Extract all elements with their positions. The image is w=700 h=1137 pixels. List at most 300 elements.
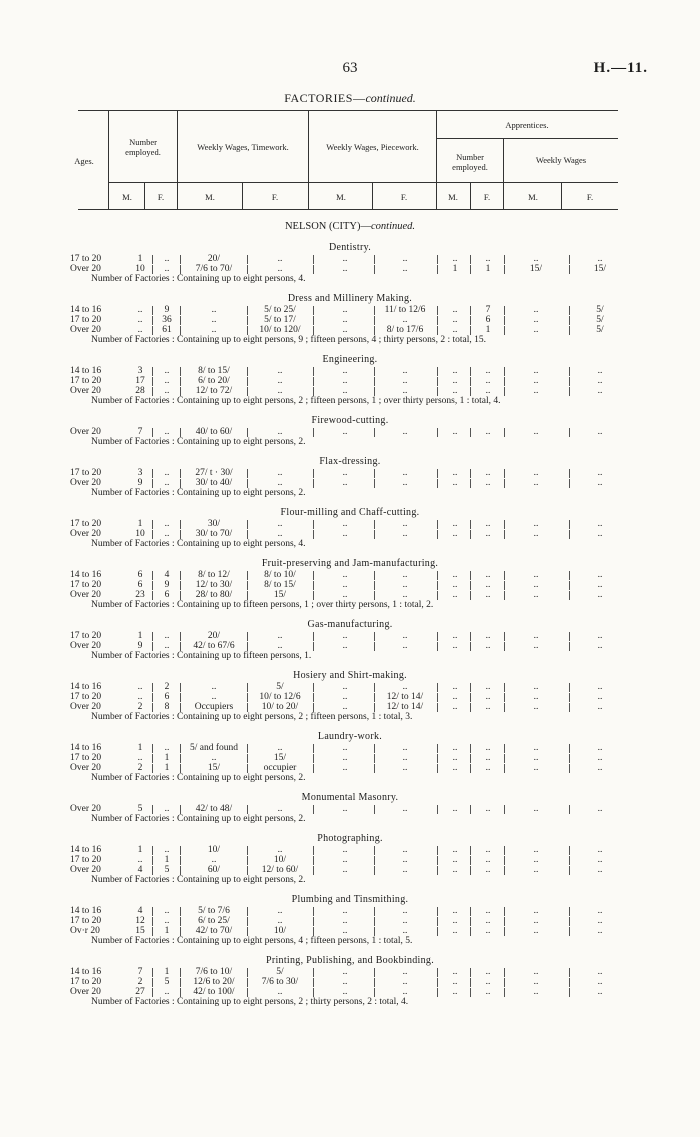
column-rule <box>504 693 505 702</box>
header-m: M. <box>122 192 132 202</box>
column-rule <box>180 754 181 763</box>
male-piecework-wage-cell: .. <box>342 386 348 396</box>
city-name: NELSON (CITY)— <box>284 221 371 232</box>
apprentice-female-wage-cell: .. <box>597 926 603 936</box>
apprentice-female-count-cell: .. <box>485 529 491 539</box>
apprentice-male-count-cell: .. <box>452 855 458 865</box>
female-count-cell: 9 <box>164 305 170 315</box>
column-rule <box>152 703 153 712</box>
column-rule <box>437 316 438 325</box>
industry-section <box>0 618 700 662</box>
column-rule <box>504 632 505 641</box>
age-cell: 17 to 20 <box>70 315 102 325</box>
male-timework-wage-cell: 10/ <box>207 845 221 855</box>
column-rule <box>437 581 438 590</box>
column-rule <box>247 377 248 386</box>
apprentice-female-wage-cell: .. <box>597 753 603 763</box>
female-timework-wage-cell: occupier <box>263 763 297 773</box>
column-rule <box>247 693 248 702</box>
column-rule <box>180 642 181 651</box>
table-row <box>0 987 700 997</box>
column-rule <box>247 968 248 977</box>
column-rule <box>180 805 181 814</box>
female-count-cell: .. <box>164 254 170 264</box>
column-rule <box>504 367 505 376</box>
industry-title: Printing, Publishing, and Bookbinding. <box>265 955 435 966</box>
column-rule <box>437 693 438 702</box>
male-count-cell: .. <box>137 753 143 763</box>
female-count-cell: .. <box>164 845 170 855</box>
apprentice-male-count-cell: .. <box>452 529 458 539</box>
apprentice-male-wage-cell: .. <box>533 682 539 692</box>
column-rule <box>470 469 471 478</box>
column-rule <box>152 764 153 773</box>
age-cell: 17 to 20 <box>70 692 102 702</box>
factories-summary: Number of Factories : Containing up to eight persons, 9 ; fifteen persons, 4 ; thirty persons, 2 : total, 15. <box>91 335 486 345</box>
male-count-cell: 2 <box>137 702 143 712</box>
table-row <box>0 478 700 488</box>
table-row <box>0 305 700 315</box>
age-cell: Over 20 <box>70 386 101 396</box>
apprentice-female-wage-cell: .. <box>597 682 603 692</box>
column-rule <box>504 591 505 600</box>
column-rule <box>569 265 570 274</box>
apprentice-male-wage-cell: .. <box>533 743 539 753</box>
column-rule <box>470 326 471 335</box>
column-rule <box>247 632 248 641</box>
column-rule <box>374 917 375 926</box>
industry-title: Dress and Millinery Making. <box>287 293 413 304</box>
column-rule <box>470 377 471 386</box>
female-count-cell: 1 <box>164 763 170 773</box>
factories-summary: Number of Factories : Containing up to eight persons, 4. <box>91 274 306 284</box>
apprentice-female-count-cell: .. <box>485 682 491 692</box>
column-rule <box>437 866 438 875</box>
industry-section <box>0 669 700 723</box>
column-rule <box>504 754 505 763</box>
column-rule <box>180 968 181 977</box>
female-timework-wage-cell: 12/ to 60/ <box>261 865 299 875</box>
age-cell: 17 to 20 <box>70 977 102 987</box>
male-timework-wage-cell: 20/ <box>207 631 221 641</box>
column-rule <box>437 326 438 335</box>
apprentice-female-count-cell: .. <box>485 641 491 651</box>
female-piecework-wage-cell: 8/ to 17/6 <box>386 325 424 335</box>
column-rule <box>313 530 314 539</box>
column-rule <box>313 367 314 376</box>
column-rule <box>152 642 153 651</box>
female-piecework-wage-cell: .. <box>402 478 408 488</box>
male-count-cell: 4 <box>137 865 143 875</box>
column-rule <box>504 744 505 753</box>
table-row <box>0 631 700 641</box>
apprentice-female-count-cell: .. <box>485 906 491 916</box>
apprentice-female-count-cell: .. <box>485 804 491 814</box>
apprentice-female-count-cell: .. <box>485 926 491 936</box>
male-timework-wage-cell: 60/ <box>207 865 221 875</box>
column-rule <box>569 326 570 335</box>
column-rule <box>313 581 314 590</box>
column-rule <box>180 856 181 865</box>
male-count-cell: 1 <box>137 631 143 641</box>
male-timework-wage-cell: Occupiers <box>194 702 234 712</box>
industry-title: Photographing. <box>317 833 383 844</box>
table-row <box>0 926 700 936</box>
column-rule <box>437 968 438 977</box>
apprentice-male-wage-cell: .. <box>533 529 539 539</box>
apprentice-female-count-cell: .. <box>485 916 491 926</box>
column-rule <box>180 571 181 580</box>
male-timework-wage-cell: .. <box>211 692 217 702</box>
apprentice-male-count-cell: .. <box>452 916 458 926</box>
factories-summary: Number of Factories : Containing up to eight persons, 2 ; fifteen persons, 1 ; over thirty persons, 1 : total, 4. <box>91 396 501 406</box>
male-count-cell: 1 <box>137 845 143 855</box>
apprentice-female-wage-cell: .. <box>597 987 603 997</box>
column-rule <box>313 764 314 773</box>
age-cell: 17 to 20 <box>70 916 102 926</box>
column-rule <box>569 927 570 936</box>
column-rule <box>569 846 570 855</box>
apprentice-male-count-cell: .. <box>452 906 458 916</box>
column-rule <box>470 744 471 753</box>
column-rule <box>313 428 314 437</box>
female-timework-wage-cell: .. <box>277 743 283 753</box>
male-timework-wage-cell: 20/ <box>207 254 221 264</box>
apprentice-male-wage-cell: .. <box>533 478 539 488</box>
column-rule <box>470 693 471 702</box>
industry-section <box>0 832 700 886</box>
column-rule <box>374 642 375 651</box>
table-row <box>0 376 700 386</box>
male-count-cell: 1 <box>137 519 143 529</box>
female-piecework-wage-cell: .. <box>402 926 408 936</box>
male-timework-wage-cell: .. <box>211 682 217 692</box>
column-rule <box>470 316 471 325</box>
age-cell: Over 20 <box>70 427 101 437</box>
male-piecework-wage-cell: .. <box>342 376 348 386</box>
female-count-cell: 2 <box>164 682 170 692</box>
column-rule <box>152 255 153 264</box>
column-rule <box>569 866 570 875</box>
column-rule <box>180 387 181 396</box>
female-count-cell: .. <box>164 519 170 529</box>
apprentice-male-count-cell: .. <box>452 702 458 712</box>
apprentice-male-wage-cell: .. <box>533 366 539 376</box>
table-row <box>0 804 700 814</box>
column-rule <box>247 306 248 315</box>
female-timework-wage-cell: 5/ <box>276 682 284 692</box>
table-row <box>0 906 700 916</box>
apprentice-male-wage-cell: .. <box>533 570 539 580</box>
column-rule <box>569 377 570 386</box>
table-row <box>0 916 700 926</box>
apprentice-male-wage-cell: .. <box>533 987 539 997</box>
age-cell: Over 20 <box>70 702 101 712</box>
column-rule <box>569 520 570 529</box>
column-rule <box>152 265 153 274</box>
apprentice-male-wage-cell: .. <box>533 865 539 875</box>
column-rule <box>152 988 153 997</box>
female-piecework-wage-cell: .. <box>402 682 408 692</box>
female-piecework-wage-cell: .. <box>402 468 408 478</box>
female-piecework-wage-cell: .. <box>402 916 408 926</box>
table-row <box>0 590 700 600</box>
apprentice-female-count-cell: .. <box>485 631 491 641</box>
header-apprentices: Apprentices. <box>505 120 549 130</box>
male-count-cell: 10 <box>135 264 145 274</box>
male-count-cell: 1 <box>137 743 143 753</box>
female-timework-wage-cell: 5/ <box>276 967 284 977</box>
male-piecework-wage-cell: .. <box>342 315 348 325</box>
column-rule <box>180 520 181 529</box>
age-cell: 17 to 20 <box>70 254 102 264</box>
male-piecework-wage-cell: .. <box>342 916 348 926</box>
column-rule <box>569 632 570 641</box>
column-rule <box>313 591 314 600</box>
column-rule <box>247 479 248 488</box>
male-piecework-wage-cell: .. <box>342 967 348 977</box>
column-rule <box>504 856 505 865</box>
female-count-cell: 36 <box>162 315 172 325</box>
female-timework-wage-cell: .. <box>277 916 283 926</box>
column-rule <box>437 530 438 539</box>
male-count-cell: 4 <box>137 906 143 916</box>
column-rule <box>437 856 438 865</box>
male-piecework-wage-cell: .. <box>342 427 348 437</box>
column-rule <box>180 479 181 488</box>
apprentice-male-count-cell: .. <box>452 987 458 997</box>
apprentice-male-count-cell: .. <box>452 254 458 264</box>
column-rule <box>247 469 248 478</box>
age-cell: 14 to 16 <box>70 570 102 580</box>
table-row <box>0 529 700 539</box>
male-count-cell: .. <box>137 325 143 335</box>
table-header <box>74 110 618 210</box>
table-row <box>0 682 700 692</box>
column-rule <box>504 326 505 335</box>
column-rule <box>152 907 153 916</box>
apprentice-male-count-cell: .. <box>452 519 458 529</box>
age-cell: 14 to 16 <box>70 682 102 692</box>
column-rule <box>180 469 181 478</box>
column-rule <box>152 316 153 325</box>
apprentice-female-wage-cell: .. <box>597 977 603 987</box>
female-piecework-wage-cell: .. <box>402 254 408 264</box>
column-rule <box>313 632 314 641</box>
apprentice-female-count-cell: .. <box>485 580 491 590</box>
apprentice-female-count-cell: .. <box>485 254 491 264</box>
column-rule <box>374 764 375 773</box>
female-timework-wage-cell: .. <box>277 376 283 386</box>
column-rule <box>437 377 438 386</box>
male-timework-wage-cell: 5/ and found <box>189 743 239 753</box>
age-cell: 14 to 16 <box>70 906 102 916</box>
apprentice-female-count-cell: .. <box>485 855 491 865</box>
apprentice-female-count-cell: .. <box>485 376 491 386</box>
female-count-cell: .. <box>164 631 170 641</box>
apprentice-male-count-cell: .. <box>452 743 458 753</box>
industry-title: Flour-milling and Chaff-cutting. <box>280 507 420 518</box>
header-number-employed: Number employed. <box>125 137 161 157</box>
female-count-cell: 1 <box>164 753 170 763</box>
apprentice-female-wage-cell: .. <box>597 366 603 376</box>
female-timework-wage-cell: 5/ to 17/ <box>264 315 296 325</box>
column-rule <box>437 846 438 855</box>
apprentice-male-count-cell: .. <box>452 865 458 875</box>
female-count-cell: 1 <box>164 967 170 977</box>
apprentice-female-wage-cell: 5/ <box>596 305 604 315</box>
apprentice-female-count-cell: .. <box>485 967 491 977</box>
female-timework-wage-cell: .. <box>277 906 283 916</box>
female-timework-wage-cell: 10/ <box>273 926 287 936</box>
column-rule <box>470 632 471 641</box>
column-rule <box>152 754 153 763</box>
apprentice-male-wage-cell: .. <box>533 967 539 977</box>
column-rule <box>247 703 248 712</box>
apprentice-male-wage-cell: .. <box>533 519 539 529</box>
apprentice-male-wage-cell: .. <box>533 254 539 264</box>
industry-title: Flax-dressing. <box>319 456 381 467</box>
column-rule <box>437 683 438 692</box>
female-piecework-wage-cell: 12/ to 14/ <box>386 702 424 712</box>
column-rule <box>470 591 471 600</box>
male-piecework-wage-cell: .. <box>342 590 348 600</box>
column-rule <box>374 428 375 437</box>
column-rule <box>504 581 505 590</box>
column-rule <box>569 703 570 712</box>
apprentice-male-count-cell: .. <box>452 315 458 325</box>
column-rule <box>313 703 314 712</box>
column-rule <box>470 479 471 488</box>
column-rule <box>152 744 153 753</box>
column-rule <box>180 846 181 855</box>
column-rule <box>569 530 570 539</box>
column-rule <box>374 306 375 315</box>
table-row <box>0 580 700 590</box>
apprentice-female-wage-cell: .. <box>597 845 603 855</box>
female-piecework-wage-cell: .. <box>402 427 408 437</box>
apprentice-male-wage-cell: .. <box>533 763 539 773</box>
column-rule <box>152 387 153 396</box>
age-cell: 14 to 16 <box>70 967 102 977</box>
apprentice-female-count-cell: 7 <box>485 305 491 315</box>
male-count-cell: .. <box>137 305 143 315</box>
industry-section <box>0 954 700 1008</box>
apprentice-female-wage-cell: .. <box>597 254 603 264</box>
age-cell: Ov·r 20 <box>70 926 100 936</box>
apprentice-female-wage-cell: .. <box>597 590 603 600</box>
male-piecework-wage-cell: .. <box>342 325 348 335</box>
female-count-cell: .. <box>164 906 170 916</box>
female-piecework-wage-cell: .. <box>402 743 408 753</box>
male-piecework-wage-cell: .. <box>342 855 348 865</box>
apprentice-female-wage-cell: .. <box>597 427 603 437</box>
table-row <box>0 468 700 478</box>
column-rule <box>504 306 505 315</box>
apprentice-female-wage-cell: .. <box>597 376 603 386</box>
city-heading <box>0 220 700 234</box>
column-rule <box>152 571 153 580</box>
female-timework-wage-cell: 10/ to 12/6 <box>259 692 301 702</box>
column-rule <box>247 917 248 926</box>
male-timework-wage-cell: 12/ to 72/ <box>195 386 233 396</box>
female-piecework-wage-cell: .. <box>402 580 408 590</box>
column-rule <box>152 693 153 702</box>
column-rule <box>152 968 153 977</box>
apprentice-male-count-cell: .. <box>452 967 458 977</box>
column-rule <box>374 693 375 702</box>
apprentice-female-wage-cell: .. <box>597 906 603 916</box>
industry-title: Monumental Masonry. <box>301 792 399 803</box>
column-rule <box>504 917 505 926</box>
female-count-cell: 61 <box>162 325 172 335</box>
apprentice-male-count-cell: .. <box>452 682 458 692</box>
industry-title: Fruit-preserving and Jam-manufacturing. <box>261 558 439 569</box>
column-rule <box>569 479 570 488</box>
factories-summary: Number of Factories : Containing up to eight persons, 4. <box>91 539 306 549</box>
column-rule <box>374 377 375 386</box>
apprentice-male-count-cell: .. <box>452 478 458 488</box>
apprentice-male-count-cell: .. <box>452 763 458 773</box>
factories-summary: Number of Factories : Containing up to eight persons, 2 ; thirty persons, 2 : total, 4. <box>91 997 409 1007</box>
female-piecework-wage-cell: .. <box>402 631 408 641</box>
female-timework-wage-cell: .. <box>277 468 283 478</box>
female-piecework-wage-cell: 12/ to 14/ <box>386 692 424 702</box>
table-row <box>0 641 700 651</box>
column-rule <box>180 377 181 386</box>
column-rule <box>569 978 570 987</box>
female-piecework-wage-cell: .. <box>402 855 408 865</box>
male-piecework-wage-cell: .. <box>342 366 348 376</box>
column-rule <box>437 591 438 600</box>
column-rule <box>313 846 314 855</box>
female-piecework-wage-cell: .. <box>402 519 408 529</box>
factories-summary: Number of Factories : Containing up to eight persons, 2 ; fifteen persons, 1 : total, 3. <box>91 712 413 722</box>
age-cell: 17 to 20 <box>70 468 102 478</box>
apprentice-female-count-cell: .. <box>485 845 491 855</box>
male-timework-wage-cell: 12/ to 30/ <box>195 580 233 590</box>
industry-section <box>0 730 700 784</box>
column-rule <box>313 907 314 916</box>
column-rule <box>470 530 471 539</box>
column-rule <box>313 988 314 997</box>
female-timework-wage-cell: .. <box>277 987 283 997</box>
column-rule <box>313 744 314 753</box>
industry-section <box>0 791 700 825</box>
female-count-cell: 6 <box>164 590 170 600</box>
apprentice-male-count-cell: 1 <box>452 264 458 274</box>
apprentice-female-wage-cell: 15/ <box>593 264 607 274</box>
column-rule <box>569 744 570 753</box>
age-cell: Over 20 <box>70 478 101 488</box>
column-rule <box>470 917 471 926</box>
female-count-cell: .. <box>164 366 170 376</box>
apprentice-male-count-cell: .. <box>452 580 458 590</box>
female-count-cell: .. <box>164 916 170 926</box>
column-rule <box>569 591 570 600</box>
table-row <box>0 845 700 855</box>
female-count-cell: .. <box>164 478 170 488</box>
column-rule <box>569 907 570 916</box>
male-count-cell: 23 <box>135 590 145 600</box>
apprentice-male-count-cell: .. <box>452 570 458 580</box>
apprentice-male-wage-cell: .. <box>533 916 539 926</box>
age-cell: 17 to 20 <box>70 519 102 529</box>
female-timework-wage-cell: 15/ <box>273 753 287 763</box>
title-continued: continued. <box>365 91 416 105</box>
age-cell: Over 20 <box>70 641 101 651</box>
column-rule <box>247 927 248 936</box>
